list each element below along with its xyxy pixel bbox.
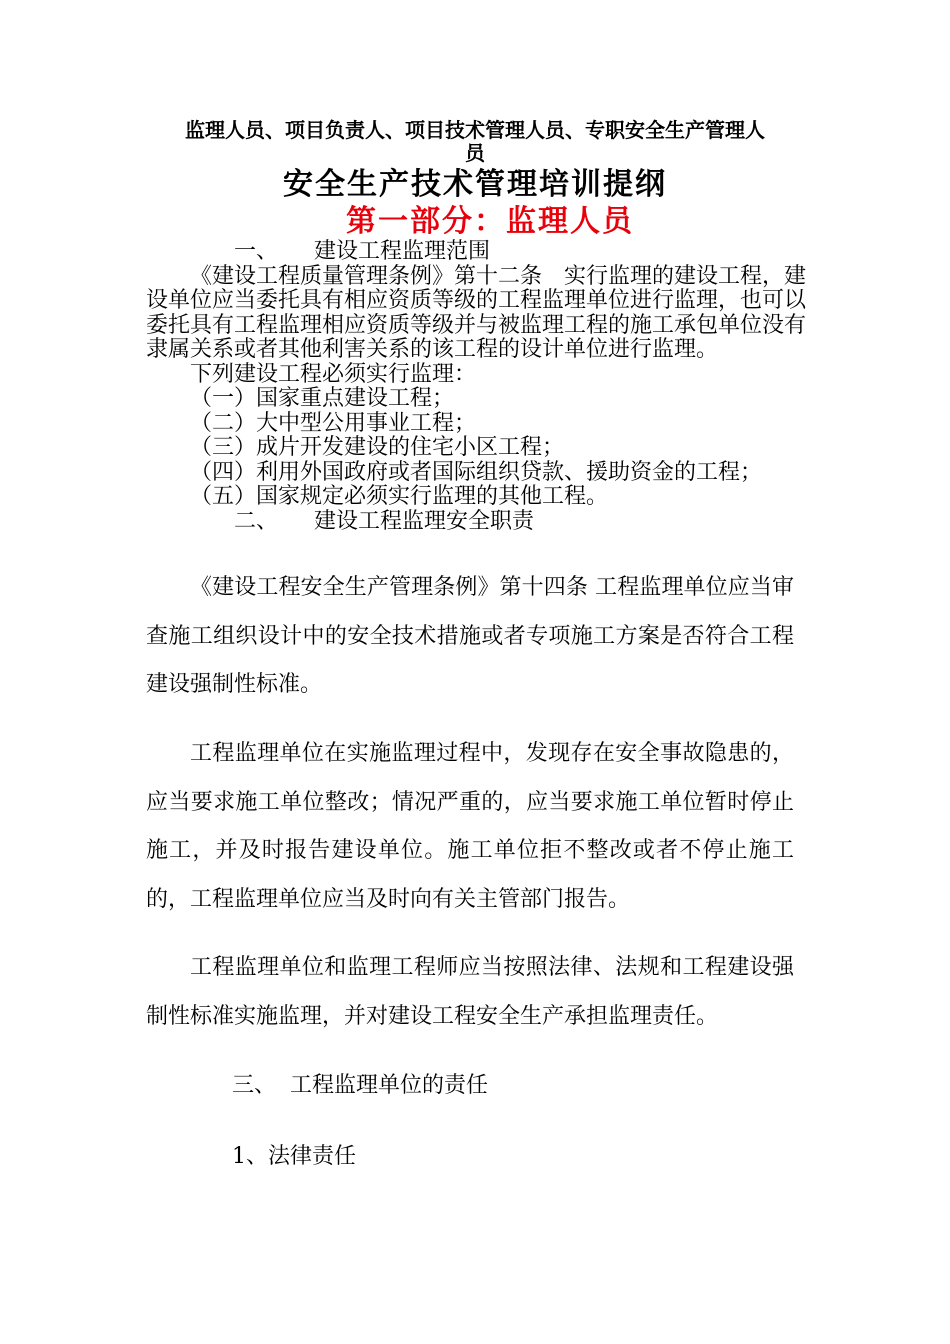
section1-heading-text: 建设工程监理范围 xyxy=(314,239,491,264)
section2-paragraph-1: 《建设工程安全生产管理条例》第十四条 工程监理单位应当审查施工组织设计中的安全技术措施或者专项施工方案是否符合工程建设强制性标准。 xyxy=(146,575,794,697)
section1-heading xyxy=(146,240,806,265)
section2-heading xyxy=(146,510,806,535)
section3-heading xyxy=(146,1071,488,1101)
section1-block xyxy=(146,240,806,534)
section1-paragraph-1: 《建设工程质量管理条例》第十二条 实行监理的建设工程，建设单位应当委托具有相应资质等级的工程监理单位进行监理，也可以委托具有工程监理相应资质等级并与被监理工程的施工承包单位没有隶属关系或者其他利害关系的该工程的设计单位进行监理。 xyxy=(146,263,807,362)
list-item: （一）国家重点建设工程； xyxy=(190,386,455,411)
list-item: （四）利用外国政府或者国际组织贷款、援助资金的工程； xyxy=(190,459,763,485)
roles-heading-line1: 监理人员、项目负责人、项目技术管理人员、专职安全生产管理人 xyxy=(185,118,765,142)
section3-heading-text: 工程监理单位的责任 xyxy=(290,1073,489,1098)
section2-heading-num: 二、 xyxy=(234,508,279,534)
part-title: 第一部分：监理人员 xyxy=(346,204,634,239)
document-title: 安全生产技术管理培训提纲 xyxy=(283,167,667,202)
section3-subheading: 1、法律责任 xyxy=(232,1144,356,1169)
roles-heading-line2: 员 xyxy=(465,141,485,165)
section1-paragraph-2: 下列建设工程必须实行监理： xyxy=(190,361,477,387)
section1-heading-num: 一、 xyxy=(234,239,279,264)
list-item: （五）国家规定必须实行监理的其他工程。 xyxy=(190,484,609,509)
section2-paragraph-2: 工程监理单位在实施监理过程中，发现存在安全事故隐患的，应当要求施工单位整改；情况严重的，应当要求施工单位暂时停止施工，并及时报告建设单位。施工单位拒不整改或者不停止施工的，工程监理单位应当及时向有关主管部门报告。 xyxy=(146,741,794,912)
list-item: （二）大中型公用事业工程； xyxy=(190,410,477,436)
section2-paragraph-3: 工程监理单位和监理工程师应当按照法律、法规和工程建设强制性标准实施监理，并对建设工程安全生产承担监理责任。 xyxy=(146,955,794,1029)
section2-heading-text: 建设工程监理安全职责 xyxy=(314,508,535,534)
list-item: （三）成片开发建设的住宅小区工程； xyxy=(190,435,565,460)
section3-heading-num: 三、 xyxy=(232,1073,277,1098)
